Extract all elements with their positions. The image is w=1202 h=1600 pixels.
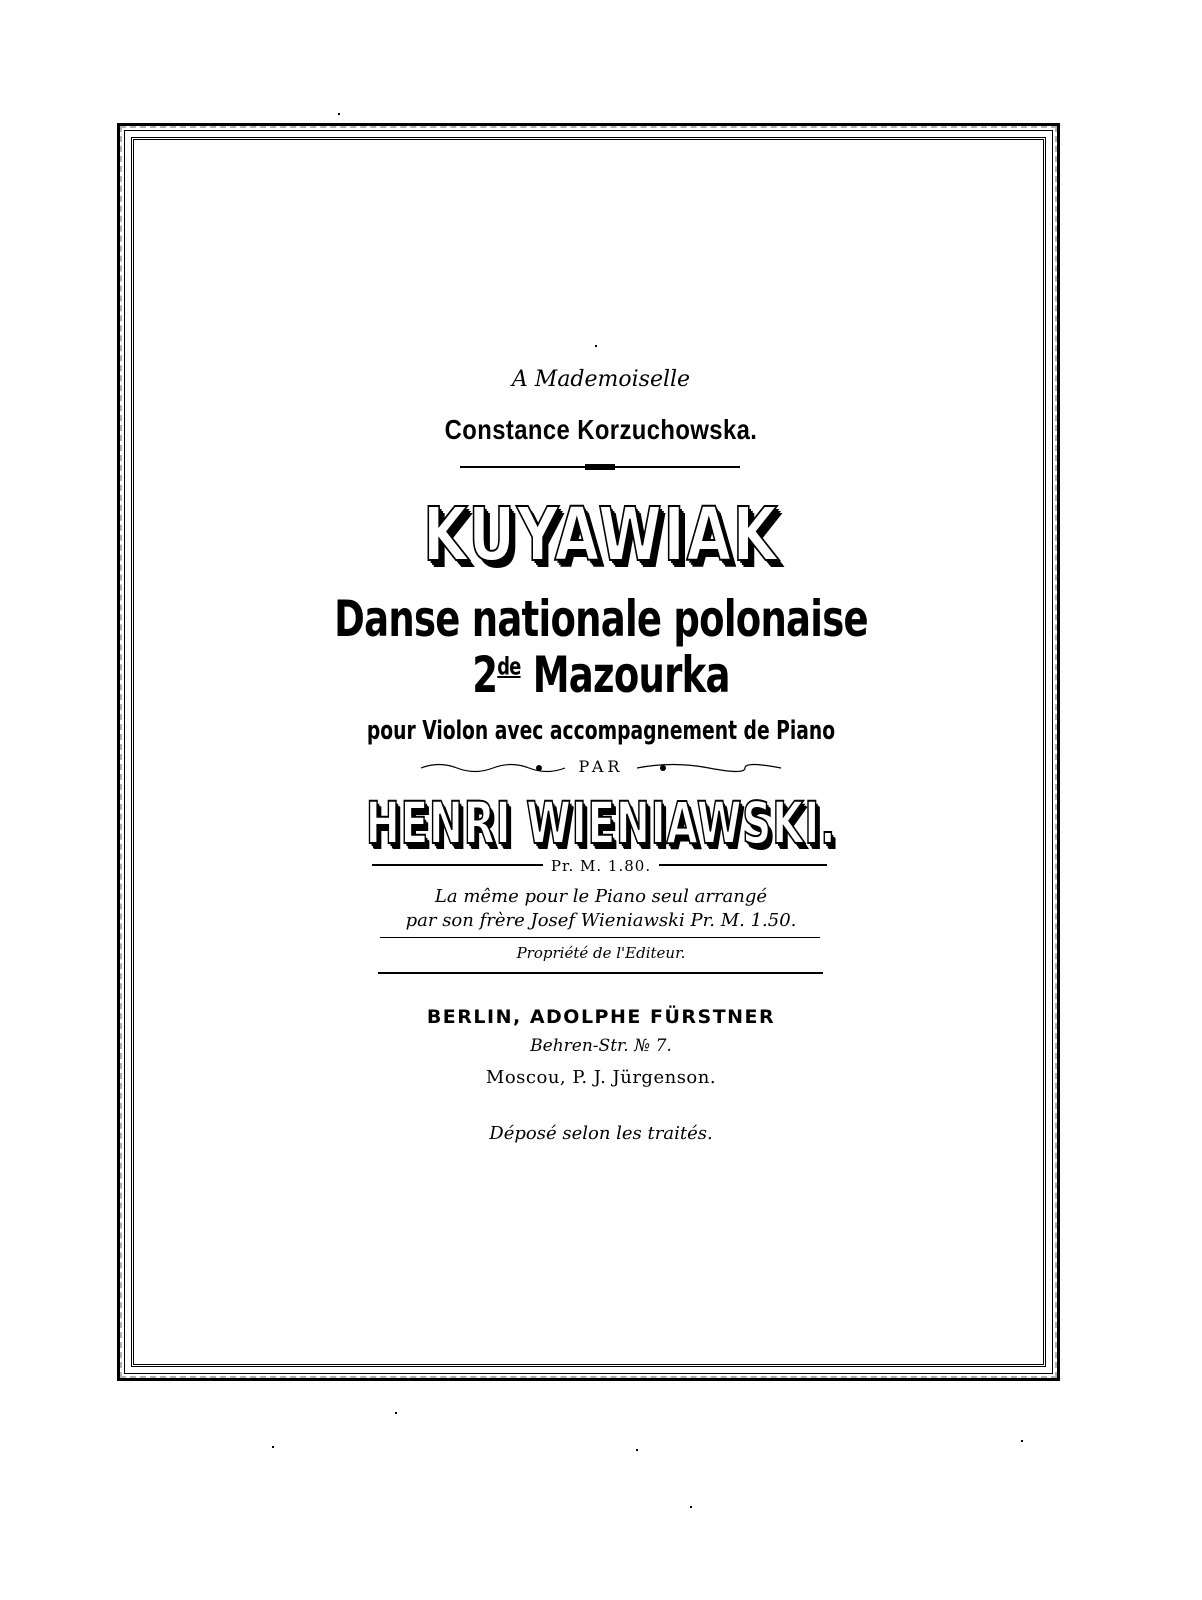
- scan-speck: [338, 113, 340, 115]
- price-violin-text: Pr. M. 1.80.: [543, 857, 659, 875]
- scan-speck: [636, 1449, 638, 1451]
- price-violin: [0, 857, 1202, 875]
- moscow-publisher: Moscou, P. J. Jürgenson.: [485, 1067, 717, 1088]
- piano-arrangement-line2: par son frère Josef Wieniawski Pr. M. 1.50.: [405, 910, 797, 931]
- publisher-address: Behren-Str. № 7.: [530, 1036, 672, 1056]
- scan-speck: [1021, 1440, 1023, 1442]
- scan-speck: [395, 1412, 397, 1414]
- scan-speck: [595, 345, 597, 347]
- par-label: PAR: [578, 757, 624, 776]
- depose-notice: Déposé selon les traités.: [489, 1123, 713, 1144]
- propriete-notice: Propriété de l'Editeur.: [516, 944, 686, 962]
- divider-rule-thin: [380, 937, 820, 938]
- scan-speck: [272, 1446, 274, 1448]
- piano-arrangement-line1: La même pour le Piano seul arrangé: [434, 886, 768, 907]
- composer-name: HENRI WIENIAWSKI.: [365, 789, 837, 857]
- subtitle-mazurka: [156, 646, 1045, 704]
- instrumentation: pour Violon avec accompagnement de Piano: [366, 716, 836, 746]
- mazurka-number-suffix: de: [497, 652, 521, 681]
- divider-rule-bottom: [378, 972, 823, 974]
- par-row: [0, 757, 1202, 776]
- scan-speck: [690, 1506, 692, 1508]
- flourish-right-icon: [633, 761, 783, 775]
- mazurka-label: Mazourka: [532, 646, 730, 704]
- flourish-left-icon: [419, 761, 569, 775]
- divider-rule: [460, 466, 740, 468]
- dedicatee-name: Constance Korzuchowska.: [444, 414, 758, 445]
- work-title: KUYAWIAK: [423, 492, 779, 578]
- publisher-name: BERLIN, ADOLPHE FÜRSTNER: [426, 1006, 776, 1028]
- dedication-prefix: A Mademoiselle: [511, 367, 691, 392]
- subtitle-dance: Danse nationale polonaise: [334, 590, 868, 648]
- mazurka-number: 2: [472, 646, 498, 704]
